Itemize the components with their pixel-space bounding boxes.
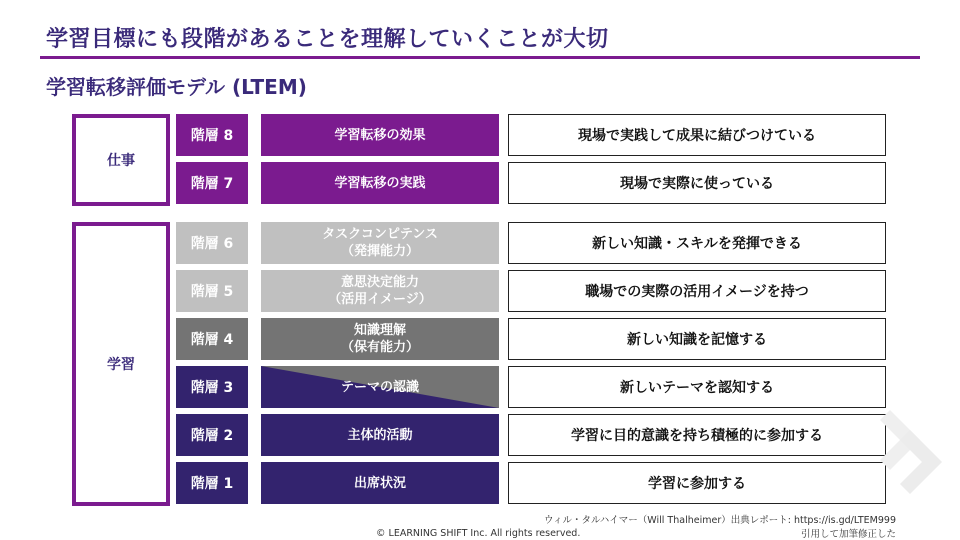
level-5-stage bbox=[261, 270, 499, 312]
level-8-description: 現場で実践して成果に結びつけている bbox=[508, 114, 886, 156]
level-4-description: 新しい知識を記憶する bbox=[508, 318, 886, 360]
source-citation: ウィル・タルハイマー（Will Thalheimer）出典レポート: https://is.gd/LTEM999 bbox=[544, 515, 896, 526]
level-4-label: 階層 4 bbox=[176, 318, 248, 360]
group-work bbox=[72, 114, 170, 206]
level-6-description: 新しい知識・スキルを発揮できる bbox=[508, 222, 886, 264]
level-8-label: 階層 8 bbox=[176, 114, 248, 156]
level-2-stage bbox=[261, 414, 499, 456]
level-2-description: 学習に目的意識を持ち積極的に参加する bbox=[508, 414, 886, 456]
level-7-label: 階層 7 bbox=[176, 162, 248, 204]
level-6-stage-line-2: （発揮能力） bbox=[340, 244, 419, 259]
level-6-stage bbox=[261, 222, 499, 264]
level-8-stage bbox=[261, 114, 499, 156]
level-1-stage-text: 出席状況 bbox=[353, 475, 406, 491]
level-4-stage bbox=[261, 318, 499, 360]
chevron-watermark-icon bbox=[880, 410, 950, 500]
title-divider bbox=[40, 56, 920, 59]
level-4-stage-line-2: （保有能力） bbox=[340, 340, 419, 355]
level-5-description: 職場での実際の活用イメージを持つ bbox=[508, 270, 886, 312]
level-4-stage-line-1: 知識理解 bbox=[353, 323, 406, 338]
level-5-label: 階層 5 bbox=[176, 270, 248, 312]
level-7-description: 現場で実際に使っている bbox=[508, 162, 886, 204]
group-work-label: 仕事 bbox=[107, 153, 135, 169]
group-learning-label: 学習 bbox=[107, 357, 135, 373]
level-2-stage-text: 主体的活動 bbox=[347, 427, 413, 443]
level-7-stage bbox=[261, 162, 499, 204]
level-1-label: 階層 1 bbox=[176, 462, 248, 504]
level-6-stage-line-1: タスクコンピテンス bbox=[322, 227, 438, 242]
level-3-stage-text: テーマの認識 bbox=[340, 379, 419, 395]
level-5-stage-line-1: 意思決定能力 bbox=[340, 275, 419, 290]
level-8-stage-text: 学習転移の効果 bbox=[334, 127, 426, 143]
level-5-stage-line-2: （活用イメージ） bbox=[328, 292, 432, 307]
level-2-label: 階層 2 bbox=[176, 414, 248, 456]
level-3-description: 新しいテーマを認知する bbox=[508, 366, 886, 408]
level-1-description: 学習に参加する bbox=[508, 462, 886, 504]
model-subtitle: 学習転移評価モデル (LTEM) bbox=[46, 75, 307, 99]
group-learning bbox=[72, 222, 170, 506]
level-3-stage bbox=[261, 366, 499, 408]
level-6-label: 階層 6 bbox=[176, 222, 248, 264]
level-1-stage bbox=[261, 462, 499, 504]
source-note: 引用して加筆修正した bbox=[800, 529, 896, 540]
level-3-label: 階層 3 bbox=[176, 366, 248, 408]
copyright: © LEARNING SHIFT Inc. All rights reserved. bbox=[376, 528, 581, 539]
page-title: 学習目標にも段階があることを理解していくことが大切 bbox=[46, 27, 609, 52]
level-7-stage-text: 学習転移の実践 bbox=[334, 175, 426, 191]
